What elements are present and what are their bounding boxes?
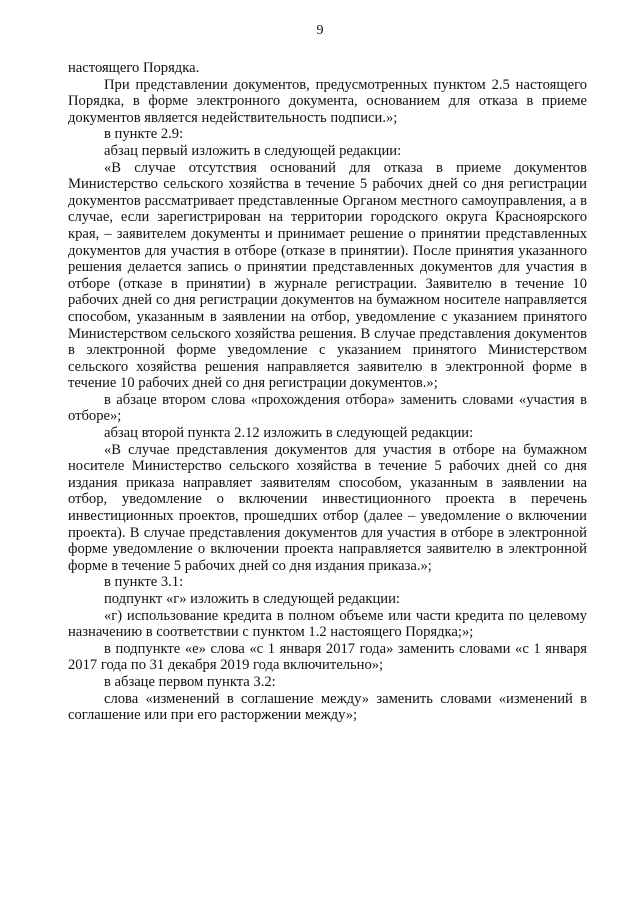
document-body: [68, 60, 587, 724]
paragraph-5: «В случае отсутствия оснований для отказа в приеме документов Министерство сельского хозяйства в течение 5 рабочих дней со дня регистрации документов рассматривает представленные Органом местного самоуправления, а в случае, если зарегистрирован на территории городского округа Красноярского края, – заявителем документы и принимает решение о принятии представленных документов для участия в отборе (отказе в принятии). После принятия указанного решения делается запись о принятии представленных документов для участия в отборе (отказе в принятии) в журнале регистрации. Заявителю в течение 10 рабочих дней со дня регистрации документов на бумажном носителе направляется способом, указанным в заявлении на отбор, уведомление с указанием принятого Министерством сельского хозяйства решения. В случае представления документов в электронной форме уведомление с указанием принятого Министерством сельского хозяйства решения направляется заявителю в электронной форме в течение 10 рабочих дней со дня регистрации документов.»;: [68, 159, 587, 392]
paragraph-2: При представлении документов, предусмотренных пунктом 2.5 настоящего Порядка, в форме электронного документа, основанием для отказа в приеме документов является недействительность подписи.»;: [68, 76, 587, 126]
paragraph-6: в абзаце втором слова «прохождения отбора» заменить словами «участия в отборе»;: [68, 391, 587, 425]
paragraph-14: слова «изменений в соглашение между» заменить словами «изменений в соглашение или при его расторжении между»;: [68, 690, 587, 724]
paragraph-4: абзац первый изложить в следующей редакции:: [104, 142, 402, 159]
paragraph-12: в подпункте «е» слова «с 1 января 2017 года» заменить словами «с 1 января 2017 года по 31 декабря 2019 года включительно»;: [68, 640, 587, 674]
page-number: 9: [316, 23, 324, 38]
paragraph-8: «В случае представления документов для участия в отборе на бумажном носителе Министерство сельского хозяйства в течение 5 рабочих дней со дня издания приказа направляет заявителям способом, указанным в заявлении на отбор, уведомление о включении инвестиционного проекта в перечень инвестиционных проектов, прошедших отбор (далее – уведомление о включении проекта). В случае представления документов для участия в отборе в электронной форме уведомление о включении проекта направляется заявителю в электронной форме в течение 5 рабочих дней со дня издания приказа.»;: [68, 441, 587, 574]
paragraph-1: настоящего Порядка.: [68, 60, 200, 76]
paragraph-10: подпункт «г» изложить в следующей редакции:: [104, 591, 400, 607]
paragraph-3: в пункте 2.9:: [104, 126, 184, 143]
paragraph-11: «г) использование кредита в полном объеме или части кредита по целевому назначению в соответствии с пунктом 1.2 настоящего Порядка;»;: [68, 607, 587, 641]
paragraph-13: в абзаце первом пункта 3.2:: [104, 673, 276, 690]
paragraph-7: абзац второй пункта 2.12 изложить в следующей редакции:: [104, 425, 474, 442]
paragraph-9: в пункте 3.1:: [104, 574, 184, 591]
